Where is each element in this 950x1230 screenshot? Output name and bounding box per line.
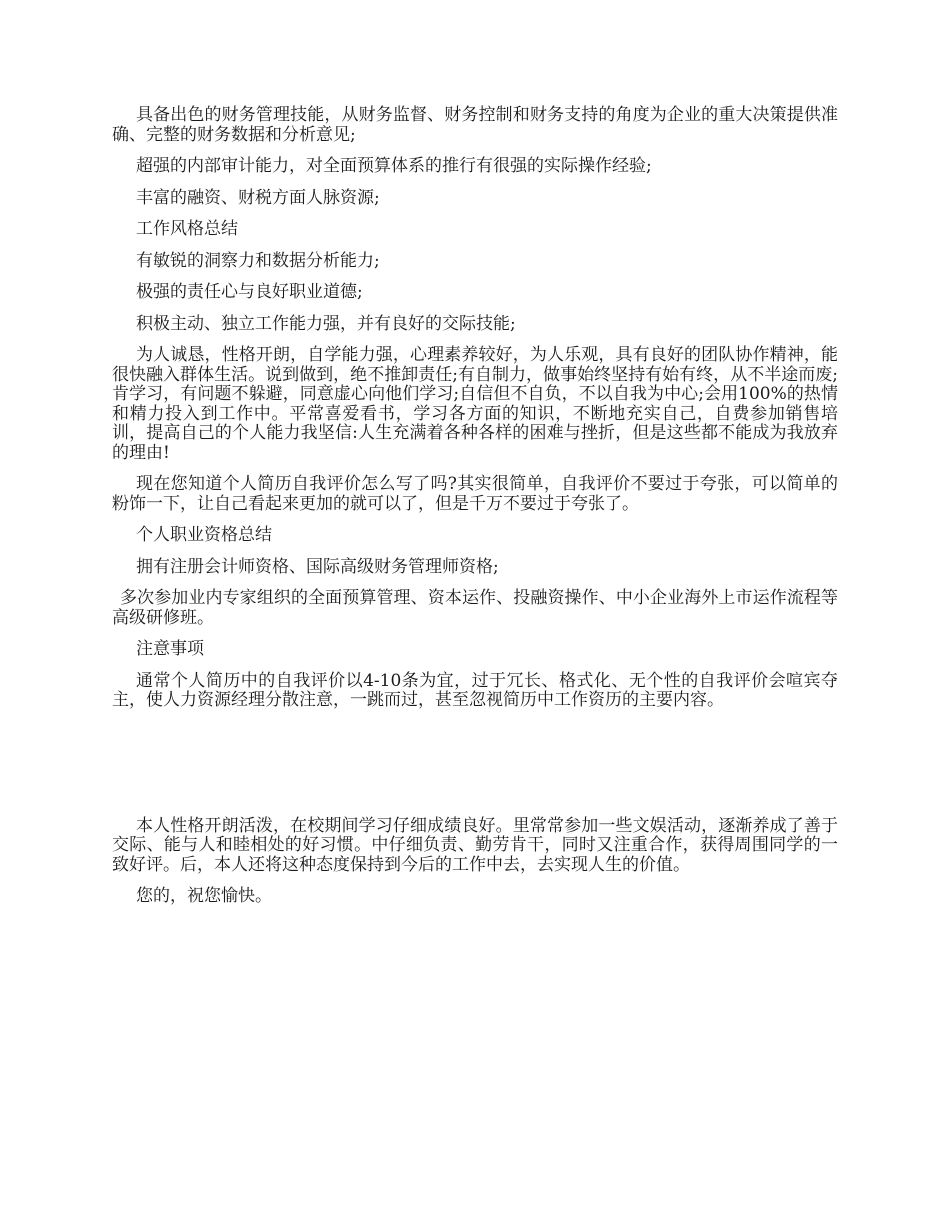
- paragraph-insight: 有敏锐的洞察力和数据分析能力;: [136, 250, 380, 271]
- paragraph-proactive: 积极主动、独立工作能力强，并有良好的交际技能;: [136, 313, 516, 334]
- paragraph-audit-ability: 超强的内部审计能力，对全面预算体系的推行有很强的实际操作经验;: [136, 156, 652, 176]
- paragraph-financial-skills: 具备出色的财务管理技能，从财务监督、财务控制和财务支持的角度为企业的重大决策提供准确、完整的财务数据和分析意见;: [112, 105, 838, 145]
- paragraph-notes-content: 通常个人简历中的自我评价以4-10条为宜，过于冗长、格式化、无个性的自我评价会喧宾夺主，使人力资源经理分散注意，一跳而过，甚至忽视简历中工作资历的主要内容。: [112, 670, 838, 710]
- paragraph-responsibility: 极强的责任心与良好职业道德;: [136, 282, 363, 302]
- paragraph-self-evaluation: 本人性格开朗活泼，在校期间学习仔细成绩良好。里常常参加一些文娱活动，逐渐养成了善于交际、能与人和睦相处的好习惯。中仔细负责、勤劳肯干，同时又注重合作，获得周围同学的一致好评。后，本人还将这种态度保持到今后的工作中去，去实现人生的价值。: [112, 815, 838, 875]
- blank-spacer: [112, 723, 838, 817]
- paragraph-personality: 为人诚恳，性格开朗，自学能力强，心理素养较好，为人乐观，具有良好的团队协作精神，能很快融入群体生活。说到做到，绝不推卸责任;有自制力，做事始终坚持有始有终，从不半途而废;肯学习，有问题不躲避，同意虚心向他们学习;自信但不自负，不以自我为中心;会用100%的热情和精力投入到工作中。平常喜爱看书，学习各方面的知识，不断地充实自己，自费参加销售培训，提高自己的个人能力我坚信:人生充满着各种各样的困难与挫折，但是这些都不能成为我放弃的理由!: [112, 345, 838, 463]
- paragraph-financing-resources: 丰富的融资、财税方面人脉资源;: [136, 187, 380, 208]
- paragraph-certificates: 拥有注册会计师资格、国际高级财务管理师资格;: [136, 556, 499, 577]
- paragraph-closing: 您的，祝您愉快。: [136, 886, 272, 906]
- document-page: [112, 106, 838, 919]
- paragraph-how-to-write: 现在您知道个人简历自我评价怎么写了吗?其实很简单，自我评价不要过于夸张，可以简单的粉饰一下，让自己看起来更加的就可以了，但是千万不要过于夸张了。: [112, 474, 838, 514]
- heading-notes: 注意事项: [136, 639, 204, 659]
- heading-qualifications: 个人职业资格总结: [136, 525, 272, 545]
- heading-work-style: 工作风格总结: [136, 219, 238, 239]
- paragraph-training: 多次参加业内专家组织的全面预算管理、资本运作、投融资操作、中小企业海外上市运作流程等高级研修班。: [112, 588, 838, 628]
